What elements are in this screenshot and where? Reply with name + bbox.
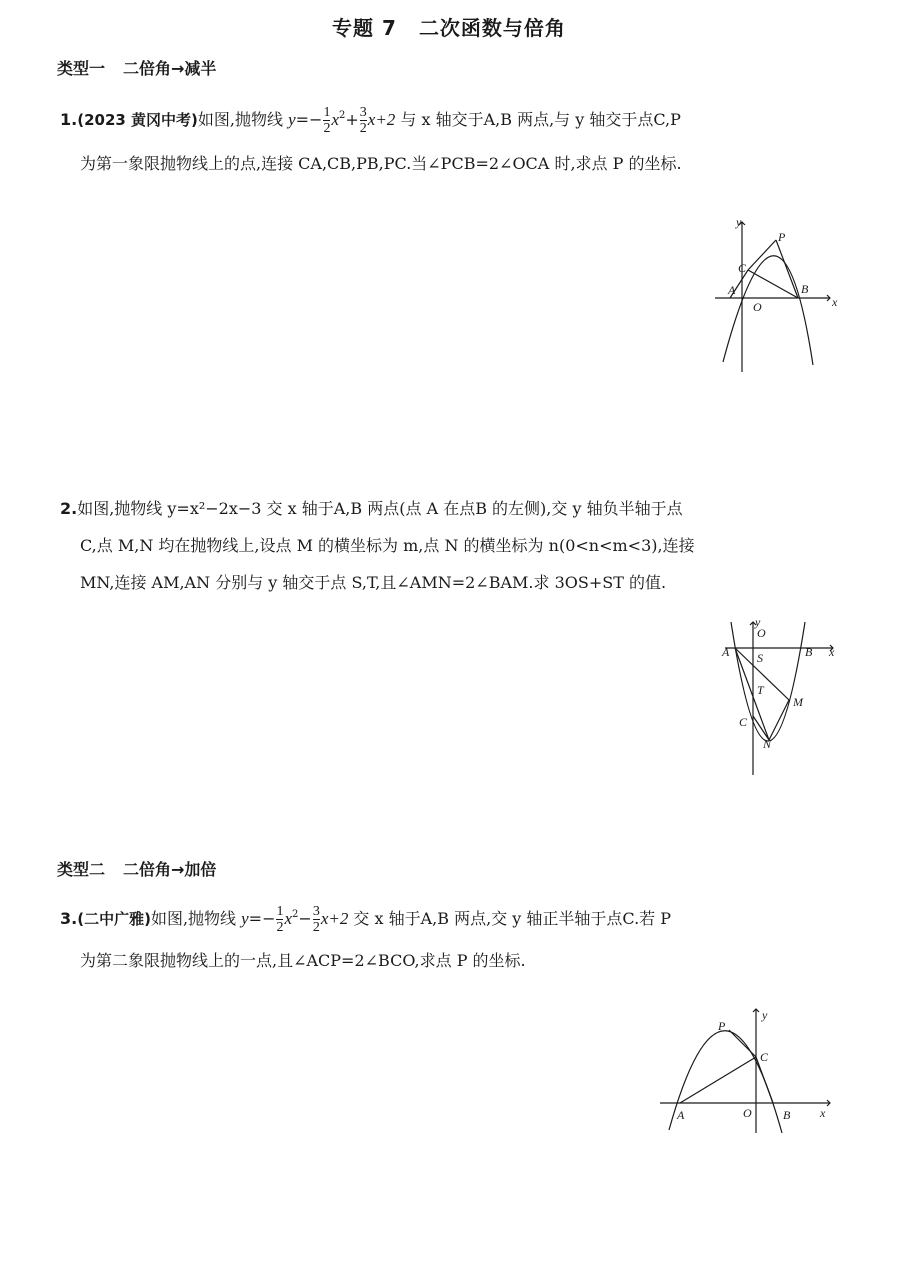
topic-name: 二次函数与倍角 <box>418 16 566 40</box>
label-N: N <box>763 737 772 751</box>
eq-op: − <box>298 909 312 928</box>
label-O: O <box>753 300 762 314</box>
denominator: 2 <box>359 121 367 136</box>
label-x: x <box>829 645 835 659</box>
segment-CA <box>680 1057 756 1103</box>
problem-source: (二中广雅) <box>77 910 151 928</box>
label-A: A <box>677 1108 685 1122</box>
fraction <box>313 904 320 935</box>
label-y: y <box>762 1008 768 1022</box>
eq-term: x+2 <box>320 909 349 928</box>
segment-PC <box>729 1030 756 1057</box>
problem-number: 3. <box>60 909 78 928</box>
segment-PC <box>748 240 776 270</box>
problem-2-line-1 <box>60 497 683 521</box>
problem-2-line-3: MN,连接 AM,AN 分别与 y 轴交于点 S,T,且∠AMN=2∠BAM.求 3OS+ST 的值. <box>80 573 667 592</box>
numerator: 1 <box>323 105 331 120</box>
label-T: T <box>757 683 764 697</box>
eq-op: =− <box>295 110 323 129</box>
section-name: 二倍角→减半 <box>123 59 217 78</box>
problem-3-line-2: 为第二象限抛物线上的一点,且∠ACP=2∠BCO,求点 P 的坐标. <box>80 951 526 970</box>
denominator: 2 <box>312 920 320 935</box>
section-type: 类型一 <box>57 59 106 78</box>
denominator: 2 <box>276 920 284 935</box>
label-P: P <box>718 1019 726 1033</box>
label-y: y <box>755 615 761 629</box>
section-heading-2 <box>57 857 216 880</box>
eq-var: y <box>241 909 249 928</box>
label-S: S <box>757 651 763 665</box>
label-x: x <box>820 1106 826 1120</box>
problem-text: 如图,抛物线 <box>197 110 289 129</box>
exponent: 2 <box>292 909 299 920</box>
problem-text: 与 x 轴交于A,B 两点,与 y 轴交于点C,P <box>395 110 681 129</box>
eq-op: + <box>345 110 359 129</box>
label-C: C <box>738 261 747 275</box>
label-C: C <box>739 715 748 729</box>
eq-op: =− <box>248 909 276 928</box>
label-P: P <box>778 230 786 244</box>
label-B: B <box>801 282 809 296</box>
section-heading-1 <box>57 56 216 79</box>
figure-3 <box>655 1005 840 1140</box>
fraction <box>276 904 283 935</box>
label-B: B <box>783 1108 791 1122</box>
problem-1-line-2: 为第一象限抛物线上的点,连接 CA,CB,PB,PC.当∠PCB=2∠OCA 时,求点 P 的坐标. <box>80 154 682 173</box>
label-O: O <box>743 1106 752 1120</box>
problem-1-line-1 <box>60 104 681 136</box>
denominator: 2 <box>323 121 331 136</box>
figure-2 <box>715 610 845 780</box>
problem-number: 1. <box>60 110 78 129</box>
eq-var: x <box>284 909 293 928</box>
eq-term: x+2 <box>367 110 396 129</box>
numerator: 1 <box>276 904 284 919</box>
topic-number: 专题 7 <box>332 16 397 40</box>
eq-var: y <box>288 110 296 129</box>
problem-source: (2023 黄冈中考) <box>77 111 198 129</box>
figure-1 <box>700 210 850 380</box>
label-O: O <box>757 626 766 640</box>
segment-CB <box>748 270 798 298</box>
problem-number: 2. <box>60 499 78 518</box>
problem-text: 如图,抛物线 <box>150 909 242 928</box>
label-x: x <box>832 295 838 309</box>
section-name: 二倍角→加倍 <box>123 860 217 879</box>
problem-text: 如图,抛物线 y=x²−2x−3 交 x 轴于A,B 两点(点 A 在点B 的左侧),交 y 轴负半轴于点 <box>77 499 683 518</box>
label-A: A <box>722 645 730 659</box>
parabola <box>723 256 813 365</box>
label-B: B <box>805 645 813 659</box>
eq-var: x <box>331 110 339 129</box>
label-y: y <box>736 215 742 229</box>
exponent: 2 <box>339 110 346 121</box>
fraction <box>323 105 330 136</box>
fraction <box>360 105 367 136</box>
page-title <box>0 12 898 41</box>
problem-text: 交 x 轴于A,B 两点,交 y 轴正半轴于点C.若 P <box>348 909 672 928</box>
numerator: 3 <box>359 105 367 120</box>
segment-PB <box>776 240 798 298</box>
section-type: 类型二 <box>57 860 106 879</box>
label-M: M <box>793 695 803 709</box>
problem-3-line-1 <box>60 903 671 935</box>
problem-2-line-2: C,点 M,N 均在抛物线上,设点 M 的横坐标为 m,点 N 的横坐标为 n(0<n<m<3),连接 <box>80 536 695 555</box>
numerator: 3 <box>312 904 320 919</box>
label-C: C <box>760 1050 769 1064</box>
segment-MN <box>769 700 789 740</box>
label-A: A <box>728 283 736 297</box>
